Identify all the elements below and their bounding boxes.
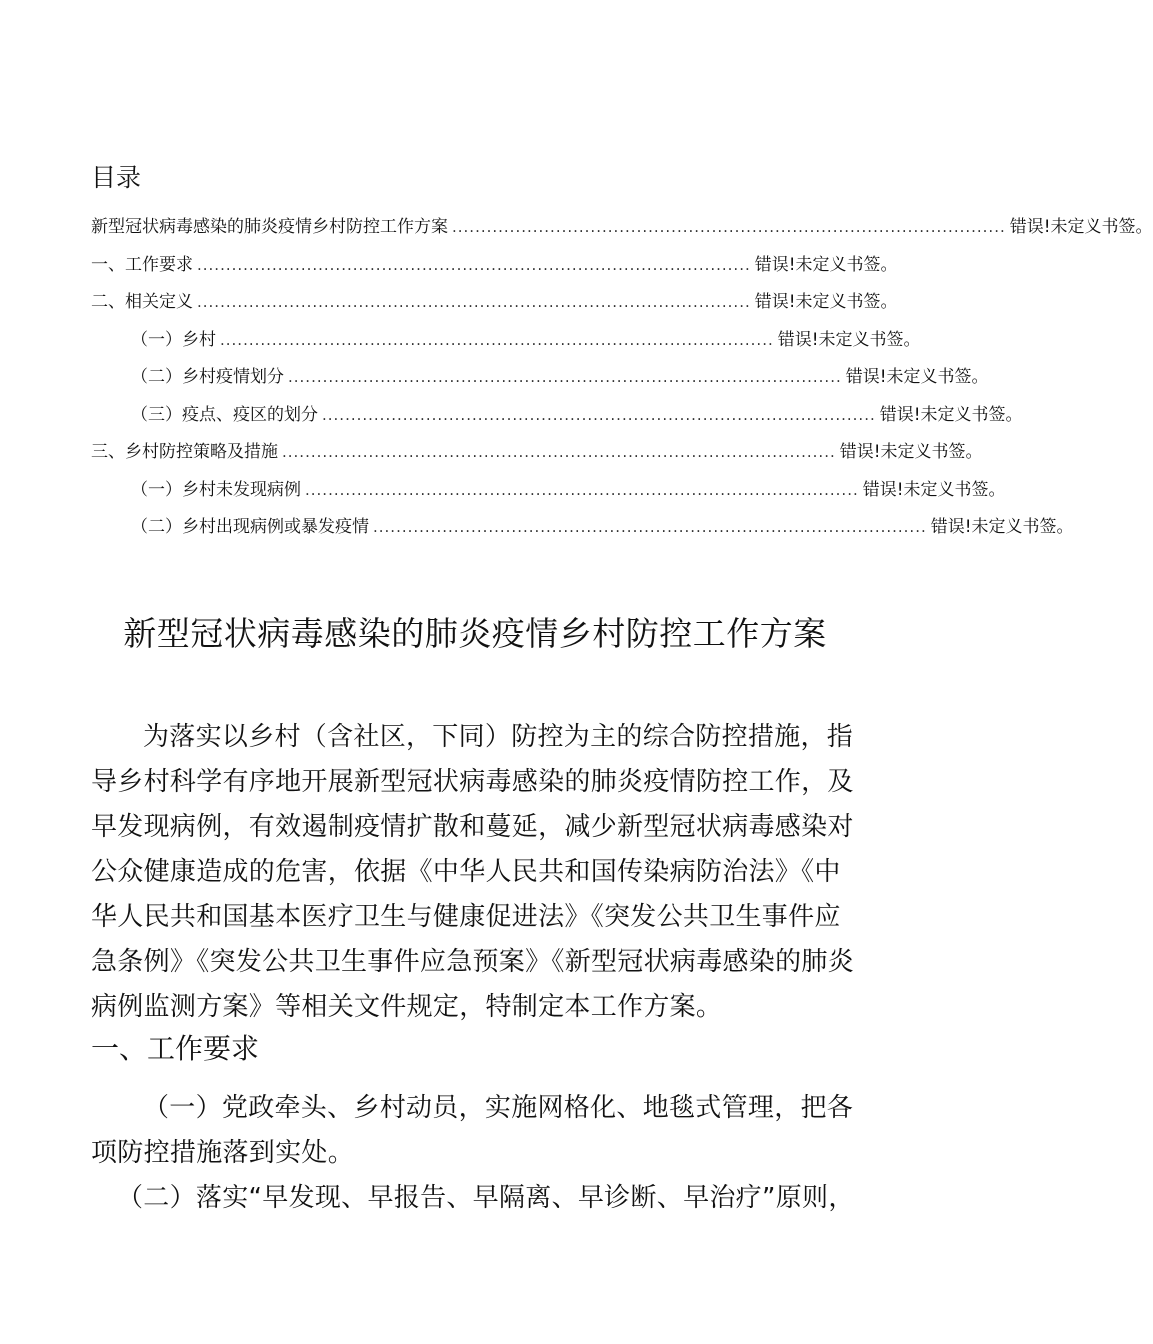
toc-entry-page: 错误!未定义书签。 [777, 329, 921, 350]
toc-entry-page: 错误!未定义书签。 [845, 367, 989, 387]
toc-entry-page: 错误!未定义书签。 [862, 479, 1006, 500]
toc-entry-title: （二）乡村出现病例或暴发疫情 [131, 517, 369, 537]
section-heading: 一、工作要求 [91, 1032, 260, 1065]
toc-entry[interactable] [91, 362, 989, 400]
toc-leader-dots: ................................................................................................ [373, 518, 927, 536]
document-title: 新型冠状病毒感染的肺炎疫情乡村防控工作方案 [123, 614, 827, 653]
toc-entry-page: 错误!未定义书签。 [754, 292, 898, 312]
toc-entry-page: 错误!未定义书签。 [930, 517, 1074, 537]
toc-entry-page: 错误!未定义书签。 [879, 404, 1023, 425]
toc-entry[interactable] [91, 512, 1074, 550]
toc-entry-page: 错误!未定义书签。 [754, 254, 898, 275]
toc-entry-title: （二）乡村疫情划分 [131, 367, 284, 387]
toc-entry-title: （三）疫点、疫区的划分 [131, 404, 318, 425]
table-of-contents [91, 212, 1153, 550]
toc-entry-title: 三、乡村防控策略及措施 [91, 442, 278, 462]
toc-entry[interactable] [91, 250, 898, 288]
toc-leader-dots: ................................................................................................ [305, 480, 859, 499]
toc-entry-title: （一）乡村 [131, 329, 216, 350]
toc-entry-title: （一）乡村未发现病例 [131, 479, 301, 500]
toc-entry-page: 错误!未定义书签。 [1009, 217, 1153, 237]
body-paragraph: （二）落实“早发现、早报告、早隔离、早诊断、早治疗”原则， [117, 1183, 855, 1213]
intro-paragraph: 为落实以乡村（含社区，下同）防控为主的综合防控措施，指导乡村科学有序地开展新型冠状病毒感染的肺炎疫情防控工作，及早发现病例，有效遏制疫情扩散和蔓延，减少新型冠状病毒感染对公众健康造成的危害，依据《中华人民共和国传染病防治法》《中华人民共和国基本医疗卫生与健康促进法》《突发公共卫生事件应急条例》《突发公共卫生事件应急预案》《新型冠状病毒感染的肺炎病例监测方案》等相关文件规定，特制定本工作方案。 [91, 722, 855, 1022]
toc-entry[interactable] [91, 437, 983, 475]
toc-entry-title: 一、工作要求 [91, 254, 193, 275]
toc-leader-dots: ................................................................................................ [197, 293, 751, 311]
toc-entry[interactable] [91, 325, 921, 363]
toc-entry-title: 新型冠状病毒感染的肺炎疫情乡村防控工作方案 [91, 217, 448, 237]
toc-leader-dots: ................................................................................................ [197, 255, 751, 274]
toc-leader-dots: ................................................................................................ [220, 330, 774, 349]
toc-entry[interactable] [91, 287, 898, 325]
toc-entry[interactable] [91, 212, 1153, 250]
toc-heading: 目录 [91, 163, 142, 192]
toc-entry[interactable] [91, 400, 1023, 438]
toc-entry-page: 错误!未定义书签。 [839, 442, 983, 462]
toc-leader-dots: ................................................................................................ [322, 405, 876, 424]
toc-leader-dots: ................................................................................................ [452, 218, 1006, 236]
body-paragraph: （一）党政牵头、乡村动员，实施网格化、地毯式管理，把各项防控措施落到实处。 [91, 1093, 854, 1168]
toc-leader-dots: ................................................................................................ [282, 443, 836, 461]
toc-entry[interactable] [91, 475, 1006, 513]
toc-leader-dots: ................................................................................................ [288, 368, 842, 386]
toc-entry-title: 二、相关定义 [91, 292, 193, 312]
